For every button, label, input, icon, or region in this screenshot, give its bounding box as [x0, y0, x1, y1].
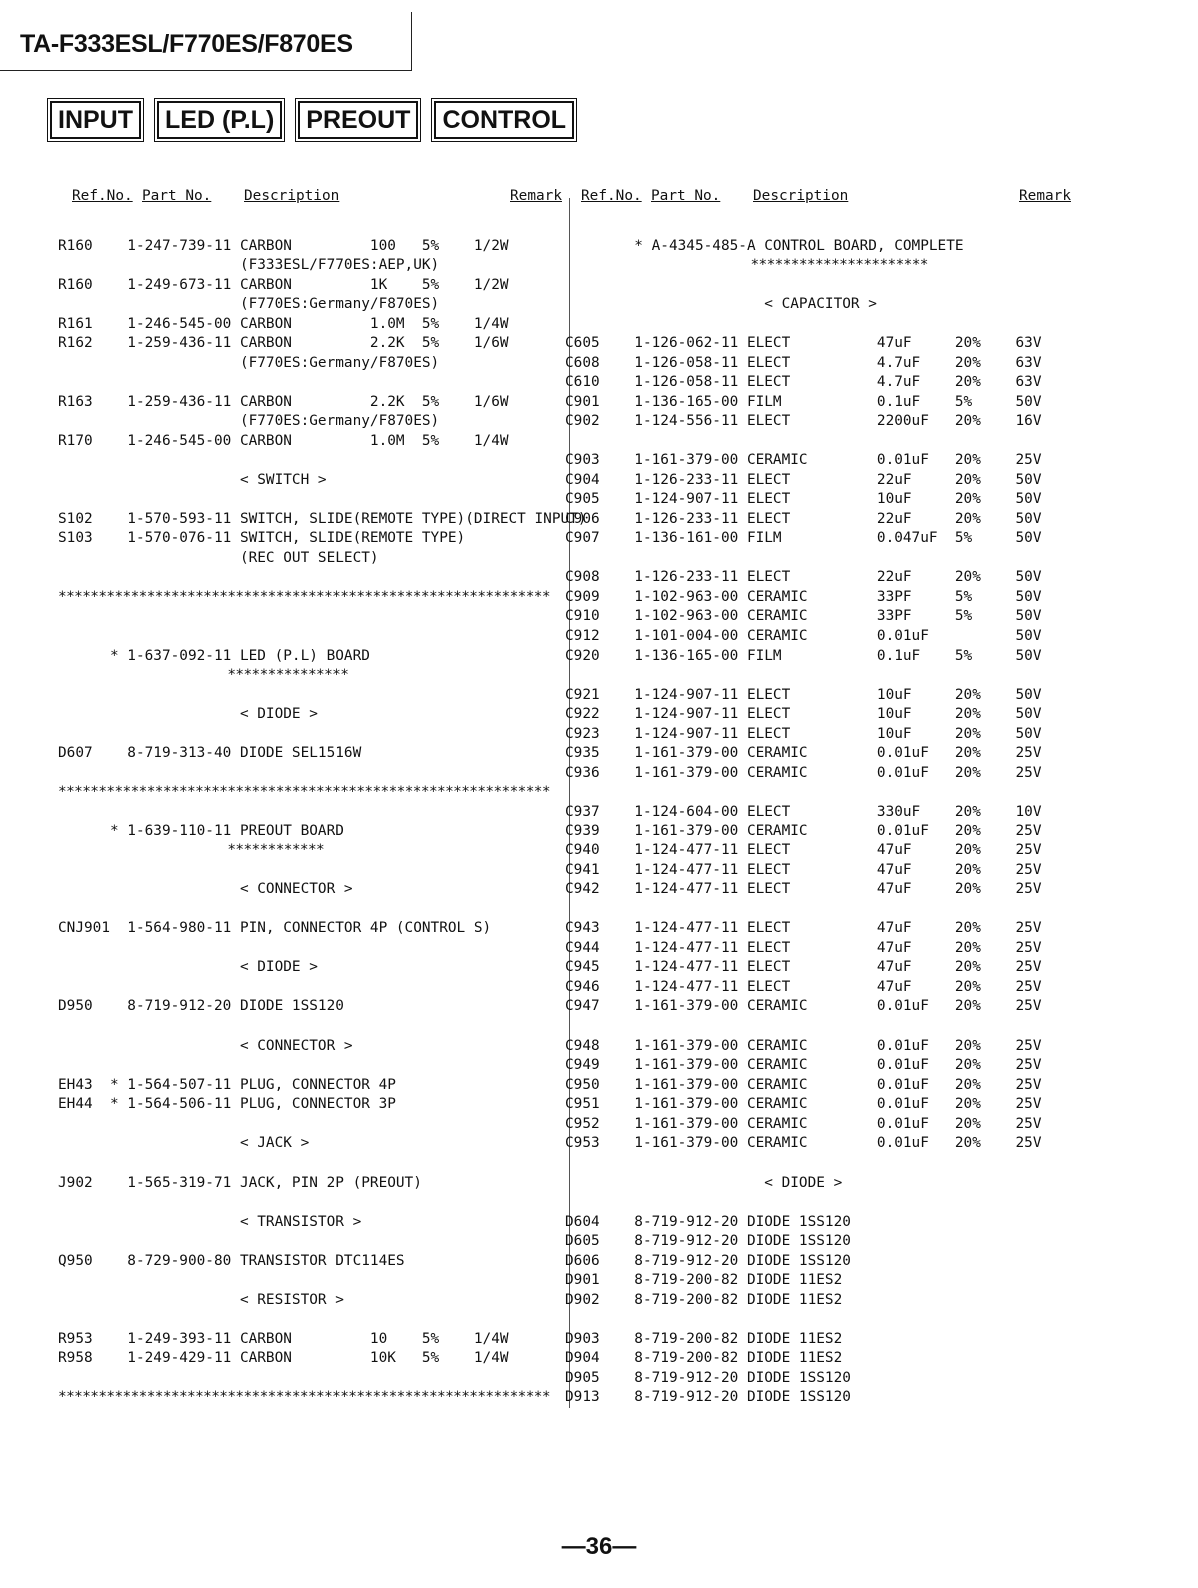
part-row: C945 1-124-477-11 ELECT 47uF 20% 25V: [565, 959, 1042, 975]
part-row: C907 1-136-161-00 FILM 0.047uF 5% 50V: [565, 530, 1042, 546]
part-row: (REC OUT SELECT): [58, 550, 379, 566]
header-part-no: Part No.: [651, 188, 721, 204]
part-row: C935 1-161-379-00 CERAMIC 0.01uF 20% 25V: [565, 745, 1042, 761]
part-row: < DIODE >: [58, 706, 318, 722]
separator-line: ***************: [58, 667, 349, 683]
part-row: R958 1-249-429-11 CARBON 10K 5% 1/4W: [58, 1350, 509, 1366]
part-row: C946 1-124-477-11 ELECT 47uF 20% 25V: [565, 979, 1042, 995]
part-row: D905 8-719-912-20 DIODE 1SS120: [565, 1370, 851, 1386]
part-row: C908 1-126-233-11 ELECT 22uF 20% 50V: [565, 569, 1042, 585]
part-row: * 1-637-092-11 LED (P.L) BOARD: [58, 648, 370, 664]
part-row: C610 1-126-058-11 ELECT 4.7uF 20% 63V: [565, 374, 1042, 390]
part-row: C950 1-161-379-00 CERAMIC 0.01uF 20% 25V: [565, 1077, 1042, 1093]
part-row: EH43 * 1-564-507-11 PLUG, CONNECTOR 4P: [58, 1077, 396, 1093]
part-row: C944 1-124-477-11 ELECT 47uF 20% 25V: [565, 940, 1042, 956]
part-row: C940 1-124-477-11 ELECT 47uF 20% 25V: [565, 842, 1042, 858]
right-table-header: [565, 188, 1077, 214]
part-row: < CONNECTOR >: [58, 1038, 353, 1054]
part-row: Q950 8-729-900-80 TRANSISTOR DTC114ES: [58, 1253, 405, 1269]
header-ref-no: Ref.No.: [72, 188, 133, 204]
part-row: (F770ES:Germany/F870ES): [58, 413, 440, 429]
part-row: C920 1-136-165-00 FILM 0.1uF 5% 50V: [565, 648, 1042, 664]
page-number: —36—: [561, 1533, 637, 1560]
part-row: C904 1-126-233-11 ELECT 22uF 20% 50V: [565, 472, 1042, 488]
left-parts-column: [58, 188, 587, 1405]
part-row: (F770ES:Germany/F870ES): [58, 355, 440, 371]
part-row: EH44 * 1-564-506-11 PLUG, CONNECTOR 3P: [58, 1096, 396, 1112]
part-row: C943 1-124-477-11 ELECT 47uF 20% 25V: [565, 920, 1042, 936]
header-vertical-rule: [411, 12, 412, 71]
part-row: < CAPACITOR >: [565, 296, 877, 312]
part-row: R170 1-246-545-00 CARBON 1.0M 5% 1/4W: [58, 433, 509, 449]
part-row: C909 1-102-963-00 CERAMIC 33PF 5% 50V: [565, 589, 1042, 605]
part-row: R161 1-246-545-00 CARBON 1.0M 5% 1/4W: [58, 316, 509, 332]
part-row: C936 1-161-379-00 CERAMIC 0.01uF 20% 25V: [565, 765, 1042, 781]
part-row: C947 1-161-379-00 CERAMIC 0.01uF 20% 25V: [565, 998, 1042, 1014]
part-row: (F770ES:Germany/F870ES): [58, 296, 440, 312]
header-rule: [0, 70, 412, 71]
part-row: D913 8-719-912-20 DIODE 1SS120: [565, 1389, 851, 1405]
part-row: C903 1-161-379-00 CERAMIC 0.01uF 20% 25V: [565, 452, 1042, 468]
part-row: J902 1-565-319-71 JACK, PIN 2P (PREOUT): [58, 1175, 422, 1191]
part-row: R163 1-259-436-11 CARBON 2.2K 5% 1/6W: [58, 394, 509, 410]
part-row: C902 1-124-556-11 ELECT 2200uF 20% 16V: [565, 413, 1042, 429]
separator-line: **********************: [565, 257, 928, 273]
part-row: * 1-639-110-11 PREOUT BOARD: [58, 823, 344, 839]
part-row: < CONNECTOR >: [58, 881, 353, 897]
header-ref-no: Ref.No.: [581, 188, 642, 204]
part-row: CNJ901 1-564-980-11 PIN, CONNECTOR 4P (CONTROL S): [58, 920, 492, 936]
part-row: D606 8-719-912-20 DIODE 1SS120: [565, 1253, 851, 1269]
part-row: < DIODE >: [565, 1175, 843, 1191]
part-row: R162 1-259-436-11 CARBON 2.2K 5% 1/6W: [58, 335, 509, 351]
part-row: C912 1-101-004-00 CERAMIC 0.01uF 50V: [565, 628, 1042, 644]
part-row: R953 1-249-393-11 CARBON 10 5% 1/4W: [58, 1331, 509, 1347]
separator-line: *************************************************************: [58, 589, 550, 605]
part-row: R160 1-247-739-11 CARBON 100 5% 1/2W: [58, 238, 509, 254]
part-row: C939 1-161-379-00 CERAMIC 0.01uF 20% 25V: [565, 823, 1042, 839]
part-row: < TRANSISTOR >: [58, 1214, 362, 1230]
separator-line: ************: [58, 842, 325, 858]
part-row: C953 1-161-379-00 CERAMIC 0.01uF 20% 25V: [565, 1135, 1042, 1151]
part-row: R160 1-249-673-11 CARBON 1K 5% 1/2W: [58, 277, 509, 293]
part-row: C949 1-161-379-00 CERAMIC 0.01uF 20% 25V: [565, 1057, 1042, 1073]
part-row: C948 1-161-379-00 CERAMIC 0.01uF 20% 25V: [565, 1038, 1042, 1054]
part-row: C951 1-161-379-00 CERAMIC 0.01uF 20% 25V: [565, 1096, 1042, 1112]
header-description: Description: [244, 188, 340, 204]
part-row: < RESISTOR >: [58, 1292, 344, 1308]
part-row: D904 8-719-200-82 DIODE 11ES2: [565, 1350, 843, 1366]
part-row: D604 8-719-912-20 DIODE 1SS120: [565, 1214, 851, 1230]
part-row: D901 8-719-200-82 DIODE 11ES2: [565, 1272, 843, 1288]
part-row: < DIODE >: [58, 959, 318, 975]
header-part-no: Part No.: [142, 188, 212, 204]
section-box-control: CONTROL: [434, 101, 574, 139]
part-row: C942 1-124-477-11 ELECT 47uF 20% 25V: [565, 881, 1042, 897]
part-row: D607 8-719-313-40 DIODE SEL1516W: [58, 745, 362, 761]
part-row: C910 1-102-963-00 CERAMIC 33PF 5% 50V: [565, 608, 1042, 624]
separator-line: *************************************************************: [58, 1389, 550, 1405]
section-box-input: INPUT: [50, 101, 141, 139]
right-parts-column: [565, 188, 1077, 1405]
part-row: S103 1-570-076-11 SWITCH, SLIDE(REMOTE TYPE): [58, 530, 466, 546]
section-boxes: [50, 101, 574, 139]
part-row: C937 1-124-604-00 ELECT 330uF 20% 10V: [565, 804, 1042, 820]
part-row: < JACK >: [58, 1135, 310, 1151]
header-description: Description: [753, 188, 849, 204]
part-row: C922 1-124-907-11 ELECT 10uF 20% 50V: [565, 706, 1042, 722]
part-row: C608 1-126-058-11 ELECT 4.7uF 20% 63V: [565, 355, 1042, 371]
part-row: C923 1-124-907-11 ELECT 10uF 20% 50V: [565, 726, 1042, 742]
separator-line: *************************************************************: [58, 784, 550, 800]
header-remark: Remark: [1019, 188, 1071, 204]
left-table-header: [58, 188, 560, 214]
header-remark: Remark: [510, 188, 562, 204]
part-row: D902 8-719-200-82 DIODE 11ES2: [565, 1292, 843, 1308]
part-row: * A-4345-485-A CONTROL BOARD, COMPLETE: [565, 238, 964, 254]
part-row: C901 1-136-165-00 FILM 0.1uF 5% 50V: [565, 394, 1042, 410]
part-row: C906 1-126-233-11 ELECT 22uF 20% 50V: [565, 511, 1042, 527]
part-row: D903 8-719-200-82 DIODE 11ES2: [565, 1331, 843, 1347]
part-row: D950 8-719-912-20 DIODE 1SS120: [58, 998, 344, 1014]
part-row: C905 1-124-907-11 ELECT 10uF 20% 50V: [565, 491, 1042, 507]
part-row: C921 1-124-907-11 ELECT 10uF 20% 50V: [565, 687, 1042, 703]
part-row: < SWITCH >: [58, 472, 327, 488]
page-title: TA-F333ESL/F770ES/F870ES: [20, 30, 353, 58]
section-box-led: LED (P.L): [157, 101, 282, 139]
part-row: C941 1-124-477-11 ELECT 47uF 20% 25V: [565, 862, 1042, 878]
part-row: C952 1-161-379-00 CERAMIC 0.01uF 20% 25V: [565, 1116, 1042, 1132]
part-row: D605 8-719-912-20 DIODE 1SS120: [565, 1233, 851, 1249]
part-row: C605 1-126-062-11 ELECT 47uF 20% 63V: [565, 335, 1042, 351]
part-row: S102 1-570-593-11 SWITCH, SLIDE(REMOTE TYPE)(DIRECT INPUT): [58, 511, 587, 527]
part-row: (F333ESL/F770ES:AEP,UK): [58, 257, 440, 273]
section-box-preout: PREOUT: [298, 101, 418, 139]
